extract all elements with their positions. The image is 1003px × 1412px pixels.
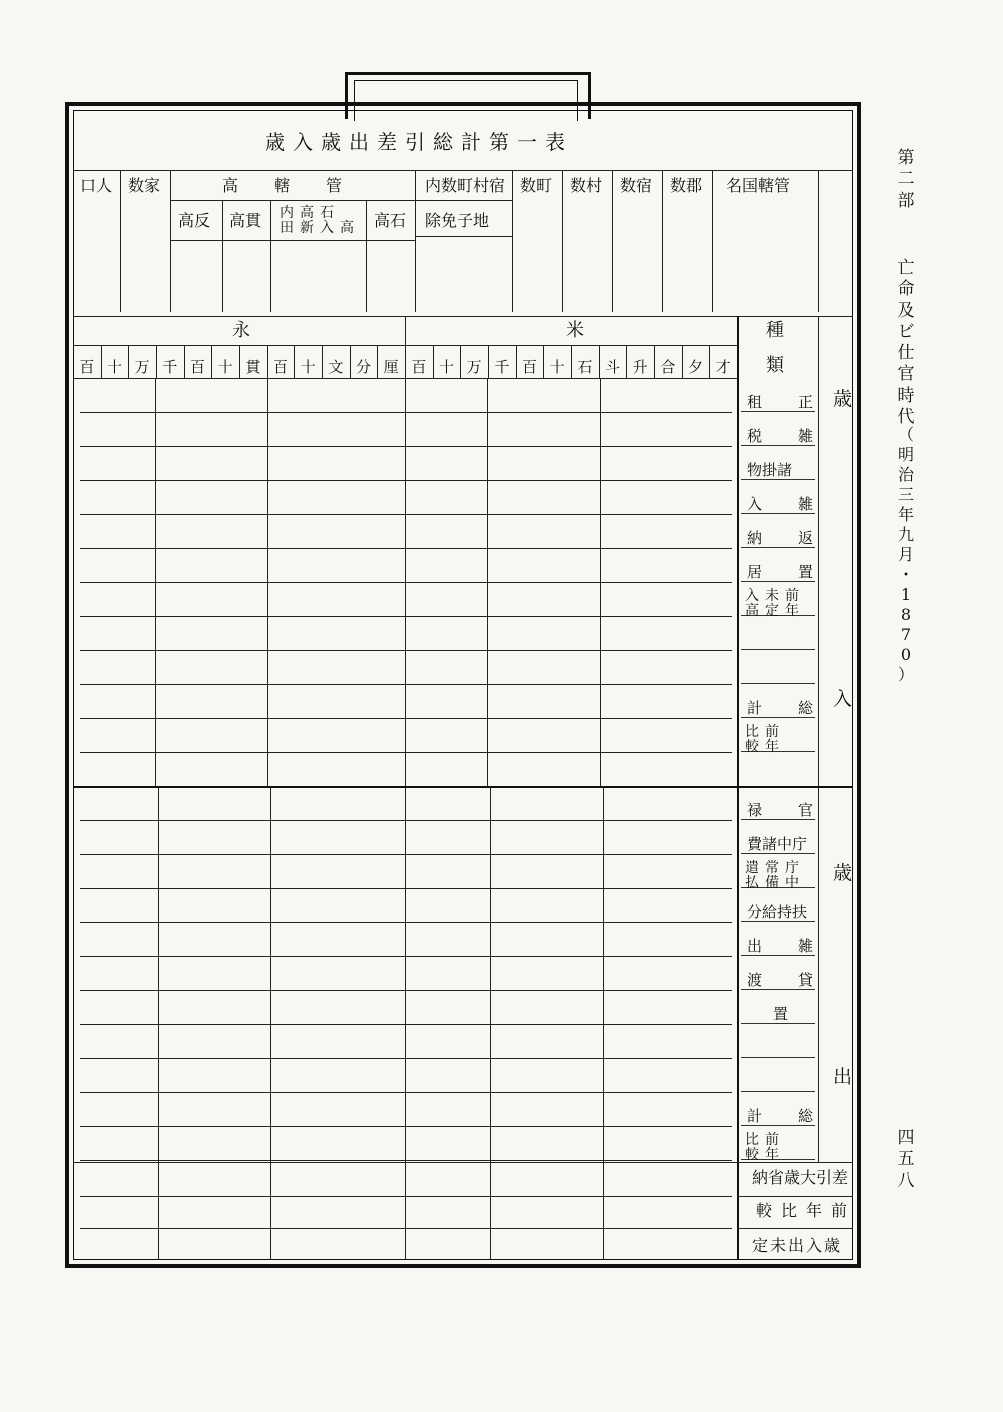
unit-cell: 百 (411, 358, 427, 376)
group-kome: 米 (566, 320, 584, 341)
sub-koku: 高石 (374, 211, 407, 230)
unit-cell: 十 (217, 358, 233, 376)
summary-prev-year: 較比年前 (756, 1201, 857, 1220)
unit-cell: 百 (272, 358, 288, 376)
col-villages: 数村 (570, 176, 603, 195)
expense-label-top: 歳 (833, 862, 853, 884)
summary-balance: 納省歳大引差 (752, 1168, 849, 1187)
unit-cell: 貫 (245, 358, 261, 376)
sub-shinden: 内高石 田新入高 (280, 205, 360, 236)
table-title: 歳入歳出差引総計第一表 (265, 130, 573, 154)
unit-cell: 百 (189, 358, 205, 376)
sub-tanbetsu: 高反 (178, 211, 211, 230)
unit-cell: 千 (494, 358, 510, 376)
table-frame-inner (73, 110, 853, 1260)
kind-label-1: 種 (766, 320, 784, 341)
unit-cell: 百 (79, 358, 95, 376)
page-number: 四 五 八 (897, 1128, 915, 1191)
group-ei: 永 (232, 320, 250, 341)
unit-cell: 斗 (604, 358, 620, 376)
income-label-top: 歳 (833, 388, 853, 410)
unit-cell: 千 (162, 358, 178, 376)
unit-cell: 十 (438, 358, 454, 376)
col-districts: 数郡 (670, 176, 703, 195)
col-kan-yield: 高轄管 (222, 176, 379, 195)
unit-cell: 十 (549, 358, 565, 376)
unit-cell: 万 (134, 358, 150, 376)
income-row-label: 比前 較年 (745, 724, 785, 755)
income-label-bottom: 入 (833, 688, 853, 710)
expense-label-bottom: 出 (833, 1066, 853, 1088)
sub-jochi: 除免子地 (425, 211, 490, 230)
side-date: （ 明 治 三 年 九 月 ・ 1 8 7 0 ） (897, 425, 914, 684)
unit-cell: 万 (466, 358, 482, 376)
unit-cell: 百 (521, 358, 537, 376)
unit-cell: 才 (715, 358, 731, 376)
unit-cell: 十 (106, 358, 122, 376)
col-provinces: 名国轄管 (726, 176, 791, 195)
col-households: 数家 (128, 176, 161, 195)
expense-row-label: 比前 較年 (745, 1132, 785, 1163)
unit-cell: 十 (300, 358, 316, 376)
unit-cell: 升 (632, 358, 648, 376)
summary-unsettled: 定未出入歳 (752, 1236, 843, 1255)
col-towns: 数町 (520, 176, 553, 195)
col-stations: 数宿 (620, 176, 653, 195)
income-row-label: 入未前 高定年 (745, 588, 805, 619)
unit-cell: 文 (328, 358, 344, 376)
unit-cell: 夕 (687, 358, 703, 376)
unit-cell: 合 (660, 358, 676, 376)
sub-kan: 高貫 (229, 211, 262, 230)
kind-label-2: 類 (766, 355, 784, 376)
side-chapter: 亡 命 及 ビ 仕 官 時 代 (897, 258, 915, 427)
expense-row-label: 遣常庁 払備中 (745, 860, 805, 891)
unit-cell: 分 (355, 358, 371, 376)
side-part: 第 二 部 (897, 148, 915, 211)
col-population: 口人 (80, 176, 113, 195)
unit-cell: 石 (577, 358, 593, 376)
title-divider (73, 170, 853, 171)
unit-cell: 厘 (383, 358, 399, 376)
col-towns-villages: 内数町村宿 (425, 176, 506, 195)
